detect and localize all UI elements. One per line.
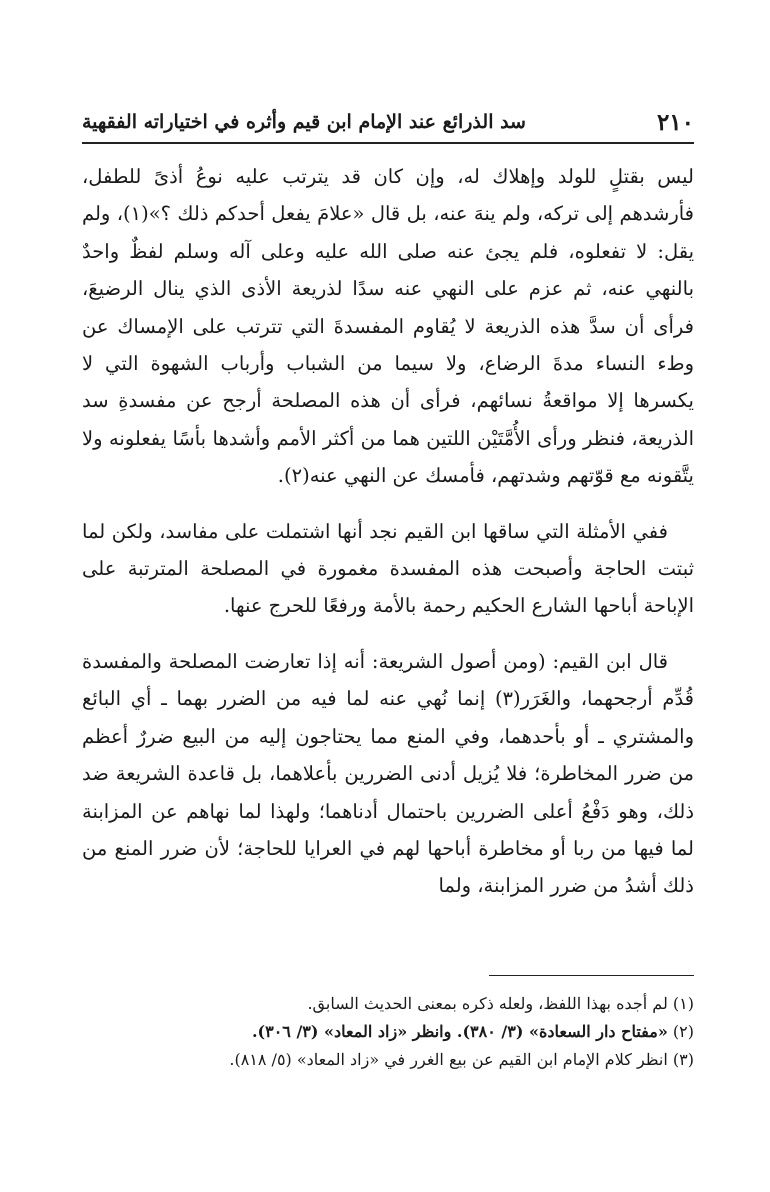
running-title: سد الذرائع عند الإمام ابن قيم وأثره في اختياراته الفقهية bbox=[82, 111, 526, 133]
footnote-number: (١) bbox=[672, 994, 694, 1013]
main-text bbox=[82, 158, 694, 905]
page-header bbox=[82, 102, 694, 144]
paragraph-2: ففي الأمثلة التي ساقها ابن القيم نجد أنها اشتملت على مفاسد، ولكن لما ثبتت الحاجة وأصبحت هذه المفسدة مغمورة في المصلحة المترتبة على الإباحة أباحها الشارع الحكيم رحمة بالأمة ورفعًا للحرج عنها. bbox=[82, 519, 694, 618]
page-number: ٢١٠ bbox=[656, 108, 694, 136]
footnote-number: (٢) bbox=[672, 1022, 694, 1041]
footnote-text: «مفتاح دار السعادة» (٣/ ٣٨٠). وانظر «زاد المعاد» (٣/ ٣٠٦). bbox=[251, 1022, 668, 1041]
footnotes bbox=[82, 990, 694, 1074]
footnote-number: (٣) bbox=[672, 1050, 694, 1069]
paragraph-3: قال ابن القيم: (ومن أصول الشريعة: أنه إذا تعارضت المصلحة والمفسدة قُدِّم أرجحهما، والغَرَر(٣) إنما نُهي عنه لما فيه من الضرر بهما ـ أي البائع والمشتري ـ أو بأحدهما، وفي المنع مما يحتاجون إليه من البيع ضررٌ أعظم من ضرر المخاطرة؛ فلا يُزيل أدنى الضررين بأعلاهما، بل قاعدة الشريعة ضد ذلك، وهو دَفْعُ أعلى الضررين باحتمال أدناهما؛ ولهذا لما نهاهم عن المزابنة لما فيها من ربا أو مخاطرة أباحها لهم في العرايا للحاجة؛ لأن ضرر المنع من ذلك أشدُ من ضرر المزابنة، ولما bbox=[82, 649, 694, 898]
footnote-3 bbox=[82, 1046, 694, 1074]
footnote-text: انظر كلام الإمام ابن القيم عن بيع الغرر في «زاد المعاد» (٥/ ٨١٨). bbox=[229, 1050, 668, 1069]
paragraph-1: ليس بقتلٍ للولد وإهلاك له، وإن كان قد يترتب عليه نوعُ أذىً للطفل، فأرشدهم إلى تركه، ولم ينهَ عنه، بل قال «علامَ يفعل أحدكم ذلك ؟»(١)، ولم يقل: لا تفعلوه، فلم يجئ عنه صلى الله عليه وعلى آله وسلم لفظٌ واحدٌ بالنهي عنه، ثم عزم على النهي عنه سدًا لذريعة الأذى الذي ينال الرضيعَ، فرأى أن سدَّ هذه الذريعة لا يُقاوم المفسدةَ التي تترتب على الإمساك عن وطء النساء مدةَ الرضاع، ولا سيما من الشباب وأرباب الشهوة التي لا يكسرها إلا مواقعةُ نسائهم، فرأى أن هذه المصلحة أرجح عن مفسدةِ سد الذريعة، فنظر ورأى الأُمَّتَيْن اللتين هما من أكثر الأمم وأشدها بأسًا يفعلونه ولا يتَّقونه مع قوّتهم وشدتهم، فأمسك عن النهي عنه(٢). bbox=[82, 165, 695, 488]
footnote-1 bbox=[82, 990, 694, 1018]
footnote-divider bbox=[489, 975, 694, 976]
footnote-2 bbox=[82, 1018, 694, 1046]
footnote-text: لم أجده بهذا اللفظ، ولعله ذكره بمعنى الحديث السابق. bbox=[307, 994, 668, 1013]
